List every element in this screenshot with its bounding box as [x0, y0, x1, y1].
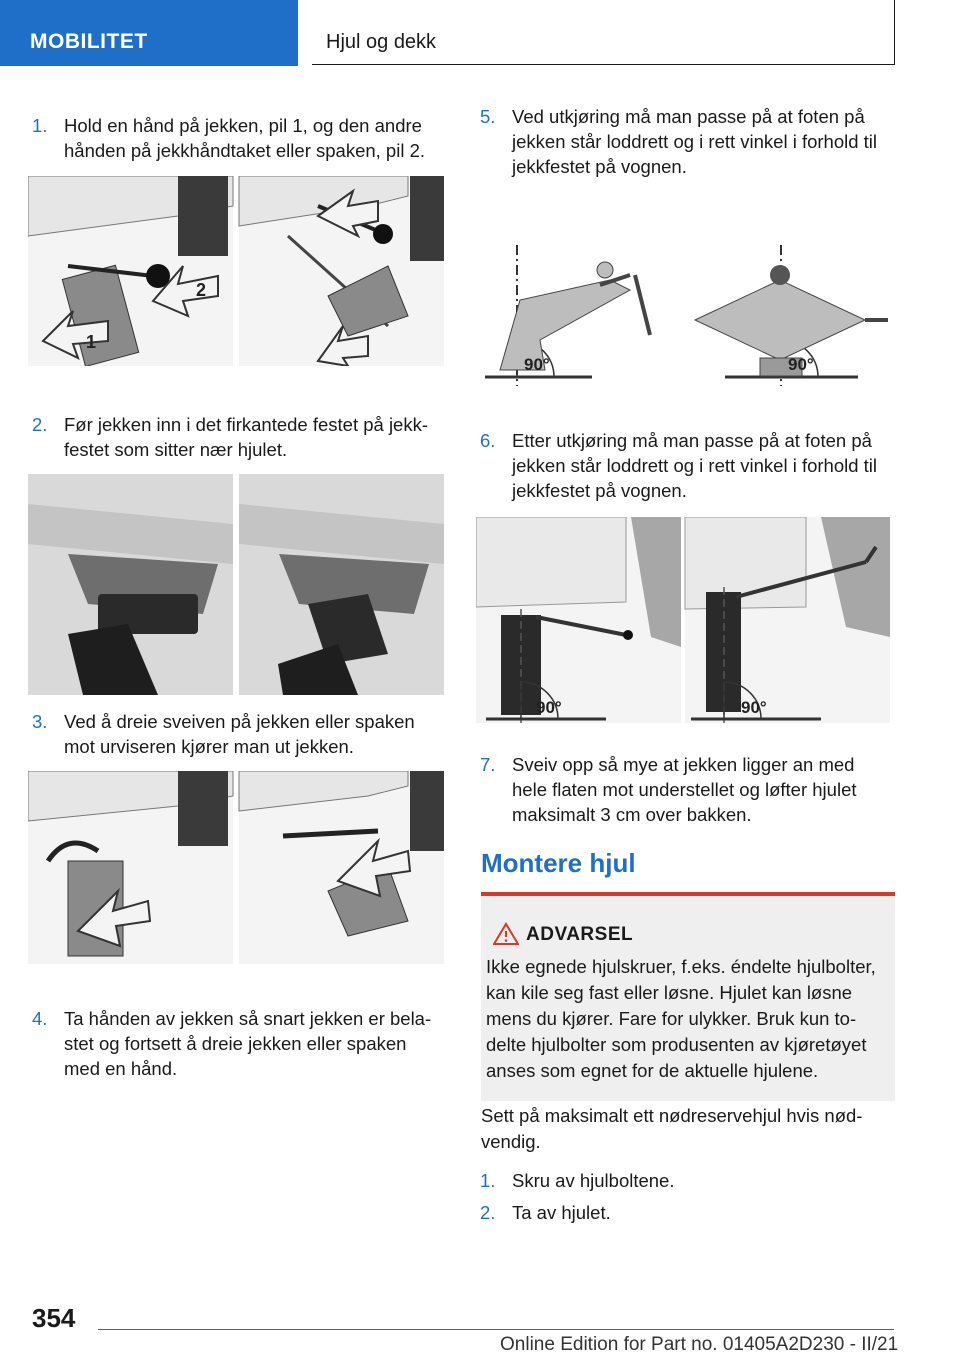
- arrow-label-2: 2: [196, 280, 207, 300]
- step-number: 1.: [480, 1170, 496, 1191]
- step-line: hånden på jekkhåndtaket eller spaken, pil 2.: [64, 140, 426, 161]
- step-line: stet og fortsett å dreie jekken eller spaken: [64, 1033, 407, 1054]
- figure-step-3: [28, 771, 444, 964]
- step-number: 3.: [32, 711, 48, 732]
- step-line: Ved å dreie sveiven på jekken eller spaken: [64, 711, 415, 732]
- angle-label: 90°: [536, 698, 562, 717]
- warning-text: [486, 954, 891, 1084]
- step-line: festet som sitter nær hjulet.: [64, 439, 288, 460]
- chapter-header: [312, 0, 895, 65]
- step-line: Sveiv opp så mye at jekken ligger an med: [512, 754, 855, 775]
- figure-step-2: [28, 474, 444, 695]
- figure-step-5: [480, 240, 892, 386]
- footer-edition: Online Edition for Part no. 01405A2D230 - II/21: [500, 1334, 899, 1355]
- step-line: Hold en hånd på jekken, pil 1, og den andre: [64, 115, 422, 136]
- warning-title: ADVARSEL: [526, 924, 634, 945]
- step-line: hele flaten mot understellet og løfter hjulet: [512, 779, 857, 800]
- warning-line: kan kile seg fast eller løsne. Hjulet kan løsne: [486, 982, 853, 1003]
- warning-line: anses som egnet for de aktuelle hjulene.: [486, 1060, 819, 1081]
- step-line: Etter utkjøring må man passe på at foten på: [512, 430, 872, 451]
- angle-label: 90°: [524, 355, 550, 374]
- step-line: Før jekken inn i det firkantede festet på jekk-: [64, 414, 429, 435]
- body-paragraph: [481, 1103, 896, 1155]
- step-line: jekkfestet på vognen.: [512, 156, 687, 177]
- warning-line: delte hjulbolter som produsenten av kjøretøyet: [486, 1034, 867, 1055]
- step-line: jekken står loddrett og i rett vinkel i forhold til: [512, 131, 878, 152]
- angle-label: 90°: [788, 355, 814, 374]
- step-line: Skru av hjulboltene.: [512, 1170, 675, 1191]
- step-line: Ved utkjøring må man passe på at foten på: [512, 106, 865, 127]
- section-label: MOBILITET: [30, 30, 148, 53]
- footer-divider: [98, 1329, 894, 1330]
- warning-line: mens du kjører. Fare for ulykker. Bruk kun to-: [486, 1008, 857, 1029]
- step-line: Ta av hjulet.: [512, 1202, 611, 1223]
- section-heading: Montere hjul: [481, 848, 636, 878]
- step-line: maksimalt 3 cm over bakken.: [512, 804, 752, 825]
- step-number: 5.: [480, 106, 496, 127]
- step-line: jekkfestet på vognen.: [512, 480, 687, 501]
- step-line: mot urviseren kjører man ut jekken.: [64, 736, 354, 757]
- arrow-label-1: 1: [86, 332, 97, 352]
- angle-label: 90°: [741, 698, 767, 717]
- warning-line: Ikke egnede hjulskruer, f.eks. éndelte hjulbolter,: [486, 956, 876, 977]
- warning-icon: [493, 922, 519, 946]
- step-number: 1.: [32, 115, 48, 136]
- step-line: Ta hånden av jekken så snart jekken er bela-: [64, 1008, 432, 1029]
- step-number: 7.: [480, 754, 496, 775]
- page-number: 354: [32, 1303, 76, 1333]
- chapter-title: Hjul og dekk: [326, 31, 437, 53]
- figure-step-1: [28, 176, 444, 366]
- step-number: 6.: [480, 430, 496, 451]
- section-tab: [0, 0, 298, 66]
- paragraph-line: vendig.: [481, 1131, 541, 1152]
- step-line: med en hånd.: [64, 1058, 178, 1079]
- step-number: 2.: [32, 414, 48, 435]
- step-number: 2.: [480, 1202, 496, 1223]
- paragraph-line: Sett på maksimalt ett nødreservehjul hvis nød-: [481, 1105, 863, 1126]
- warning-box: [481, 892, 895, 1101]
- step-line: jekken står loddrett og i rett vinkel i forhold til: [512, 455, 878, 476]
- figure-step-6: [476, 517, 890, 723]
- step-number: 4.: [32, 1008, 48, 1029]
